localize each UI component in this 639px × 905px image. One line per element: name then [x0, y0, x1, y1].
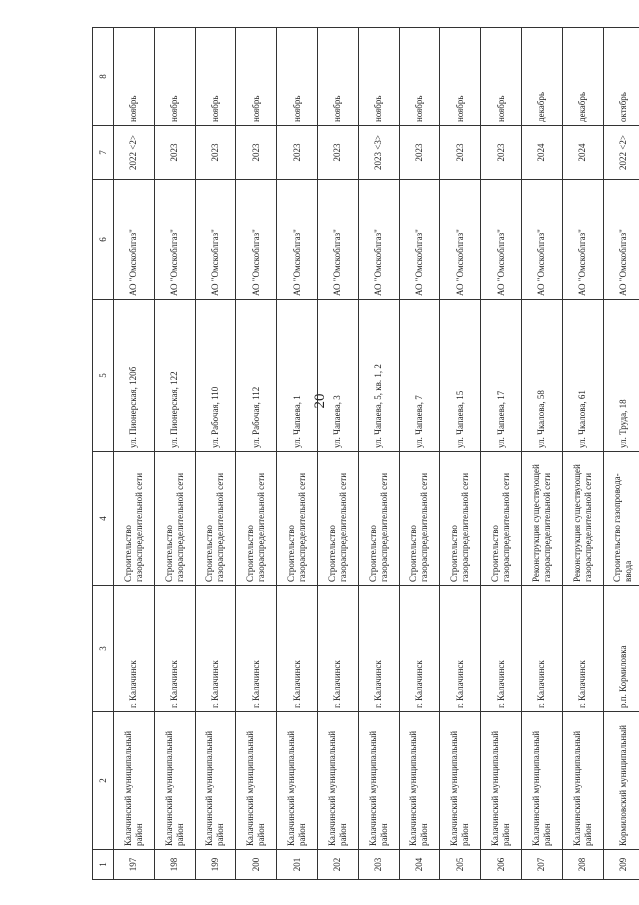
table-cell: ноябрь [277, 28, 318, 126]
table-cell: ноябрь [399, 28, 440, 126]
table-row [358, 28, 399, 880]
table-cell: 2024 [521, 126, 562, 180]
table-cell: 2023 <3> [358, 126, 399, 180]
table-cell: Реконструкция существующей газораспределительной сети [562, 452, 603, 586]
table-row [399, 28, 440, 880]
table-cell: АО "Омскоблгаз" [154, 180, 195, 300]
table-cell: Строительство газораспределительной сети [236, 452, 277, 586]
table-cell: Калачинский муниципальный район [358, 712, 399, 850]
table-cell: Строительство газораспределительной сети [277, 452, 318, 586]
table-cell: Строительство газораспределительной сети [481, 452, 522, 586]
table-cell: Калачинский муниципальный район [154, 712, 195, 850]
table-cell: г. Калачинск [277, 586, 318, 712]
table-cell: ул. Чапаева, 5, кв. 1, 2 [358, 300, 399, 452]
table-cell: 2023 [236, 126, 277, 180]
table-cell: р.п. Кормиловка [603, 586, 639, 712]
table-row [562, 28, 603, 880]
table-row [195, 28, 236, 880]
column-header: 7 [93, 126, 114, 180]
table-cell: АО "Омскоблгаз" [317, 180, 358, 300]
table-row [603, 28, 639, 880]
table-cell: 197 [114, 850, 155, 880]
table-row [521, 28, 562, 880]
table-cell: АО "Омскоблгаз" [603, 180, 639, 300]
table-cell: ул. Рабочая, 112 [236, 300, 277, 452]
table-cell: 205 [440, 850, 481, 880]
table-cell: ул. Пионерская, 122 [154, 300, 195, 452]
table-cell: Калачинский муниципальный район [440, 712, 481, 850]
table-body [114, 28, 639, 880]
table-cell: АО "Омскоблгаз" [521, 180, 562, 300]
table-cell: ноябрь [317, 28, 358, 126]
table-cell: Строительство газораспределительной сети [399, 452, 440, 586]
table-cell: 198 [154, 850, 195, 880]
table-cell: АО "Омскоблгаз" [114, 180, 155, 300]
page-number: 20 [312, 393, 328, 409]
table-cell: г. Калачинск [399, 586, 440, 712]
table-row [440, 28, 481, 880]
table-cell: Строительство газораспределительной сети [154, 452, 195, 586]
table-row [236, 28, 277, 880]
table-cell: АО "Омскоблгаз" [562, 180, 603, 300]
column-header: 4 [93, 452, 114, 586]
table-cell: г. Калачинск [317, 586, 358, 712]
table-cell: ноябрь [154, 28, 195, 126]
table-cell: ул. Чкалова, 58 [521, 300, 562, 452]
table-cell: Калачинский муниципальный район [562, 712, 603, 850]
table-cell: ул. Рабочая, 110 [195, 300, 236, 452]
table-cell: 202 [317, 850, 358, 880]
table-cell: Калачинский муниципальный район [195, 712, 236, 850]
table-cell: г. Калачинск [562, 586, 603, 712]
table-cell: 208 [562, 850, 603, 880]
table-cell: г. Калачинск [236, 586, 277, 712]
table-cell: Калачинский муниципальный район [277, 712, 318, 850]
table-row [481, 28, 522, 880]
column-header: 8 [93, 28, 114, 126]
table-cell: ул. Труда, 18 [603, 300, 639, 452]
table-cell: 206 [481, 850, 522, 880]
table-cell: 200 [236, 850, 277, 880]
table-cell: 2022 <2> [603, 126, 639, 180]
table-cell: Строительство газораспределительной сети [358, 452, 399, 586]
table-cell: 204 [399, 850, 440, 880]
table-cell: Калачинский муниципальный район [481, 712, 522, 850]
table-cell: 199 [195, 850, 236, 880]
table-cell: ноябрь [358, 28, 399, 126]
table-cell: АО "Омскоблгаз" [481, 180, 522, 300]
table-cell: Строительство газораспределительной сети [440, 452, 481, 586]
table-cell: Калачинский муниципальный район [521, 712, 562, 850]
table-cell: Реконструкция существующей газораспределительной сети [521, 452, 562, 586]
table-header-row [93, 28, 114, 880]
table-cell: г. Калачинск [195, 586, 236, 712]
table-cell: 2023 [440, 126, 481, 180]
table-cell: ноябрь [481, 28, 522, 126]
table-cell: г. Калачинск [440, 586, 481, 712]
table-cell: ноябрь [440, 28, 481, 126]
table-cell: ул. Чапаева, 1 [277, 300, 318, 452]
rotated-table-container [92, 28, 634, 880]
table-cell: ул. Чапаева, 15 [440, 300, 481, 452]
table-cell: ноябрь [195, 28, 236, 126]
table-cell: г. Калачинск [358, 586, 399, 712]
table-cell: ноябрь [236, 28, 277, 126]
table-row [277, 28, 318, 880]
table-cell: АО "Омскоблгаз" [236, 180, 277, 300]
table-cell: ул. Чкалова, 61 [562, 300, 603, 452]
table-cell: Строительство газораспределительной сети [114, 452, 155, 586]
table-cell: Калачинский муниципальный район [114, 712, 155, 850]
table-cell: г. Калачинск [114, 586, 155, 712]
table-cell: 2023 [481, 126, 522, 180]
table-cell: 2024 [562, 126, 603, 180]
table-cell: Строительство газораспределительной сети [317, 452, 358, 586]
table-cell: г. Калачинск [154, 586, 195, 712]
table-cell: г. Калачинск [521, 586, 562, 712]
column-header: 1 [93, 850, 114, 880]
table-cell: АО "Омскоблгаз" [440, 180, 481, 300]
table-cell: Строительство газораспределительной сети [195, 452, 236, 586]
table-cell: 203 [358, 850, 399, 880]
gasification-table [92, 27, 639, 880]
table-cell: Кормиловский муниципальный [603, 712, 639, 850]
table-cell: 201 [277, 850, 318, 880]
column-header: 2 [93, 712, 114, 850]
column-header: 3 [93, 586, 114, 712]
table-cell: 2023 [277, 126, 318, 180]
column-header: 6 [93, 180, 114, 300]
table-row [114, 28, 155, 880]
table-cell: 209 [603, 850, 639, 880]
table-cell: ул. Чапаева, 17 [481, 300, 522, 452]
table-cell: ул. Чапаева, 3 [317, 300, 358, 452]
table-cell: АО "Омскоблгаз" [277, 180, 318, 300]
table-cell: 2023 [317, 126, 358, 180]
table-cell: АО "Омскоблгаз" [358, 180, 399, 300]
table-cell: Калачинский муниципальный район [317, 712, 358, 850]
table-cell: ул. Пионерская, 120б [114, 300, 155, 452]
table-cell: 2022 <2> [114, 126, 155, 180]
table-cell: Калачинский муниципальный район [236, 712, 277, 850]
table-cell: АО "Омскоблгаз" [399, 180, 440, 300]
table-cell: ул. Чапаева, 7 [399, 300, 440, 452]
table-cell: ноябрь [114, 28, 155, 126]
table-cell: октябрь [603, 28, 639, 126]
table-cell: АО "Омскоблгаз" [195, 180, 236, 300]
table-cell: декабрь [521, 28, 562, 126]
table-cell: г. Калачинск [481, 586, 522, 712]
table-row [317, 28, 358, 880]
table-row [154, 28, 195, 880]
column-header: 5 [93, 300, 114, 452]
table-cell: 2023 [154, 126, 195, 180]
table-cell: Калачинский муниципальный район [399, 712, 440, 850]
table-cell: декабрь [562, 28, 603, 126]
table-cell: Строительство газопровода-ввода [603, 452, 639, 586]
table-cell: 2023 [399, 126, 440, 180]
table-cell: 207 [521, 850, 562, 880]
table-cell: 2023 [195, 126, 236, 180]
